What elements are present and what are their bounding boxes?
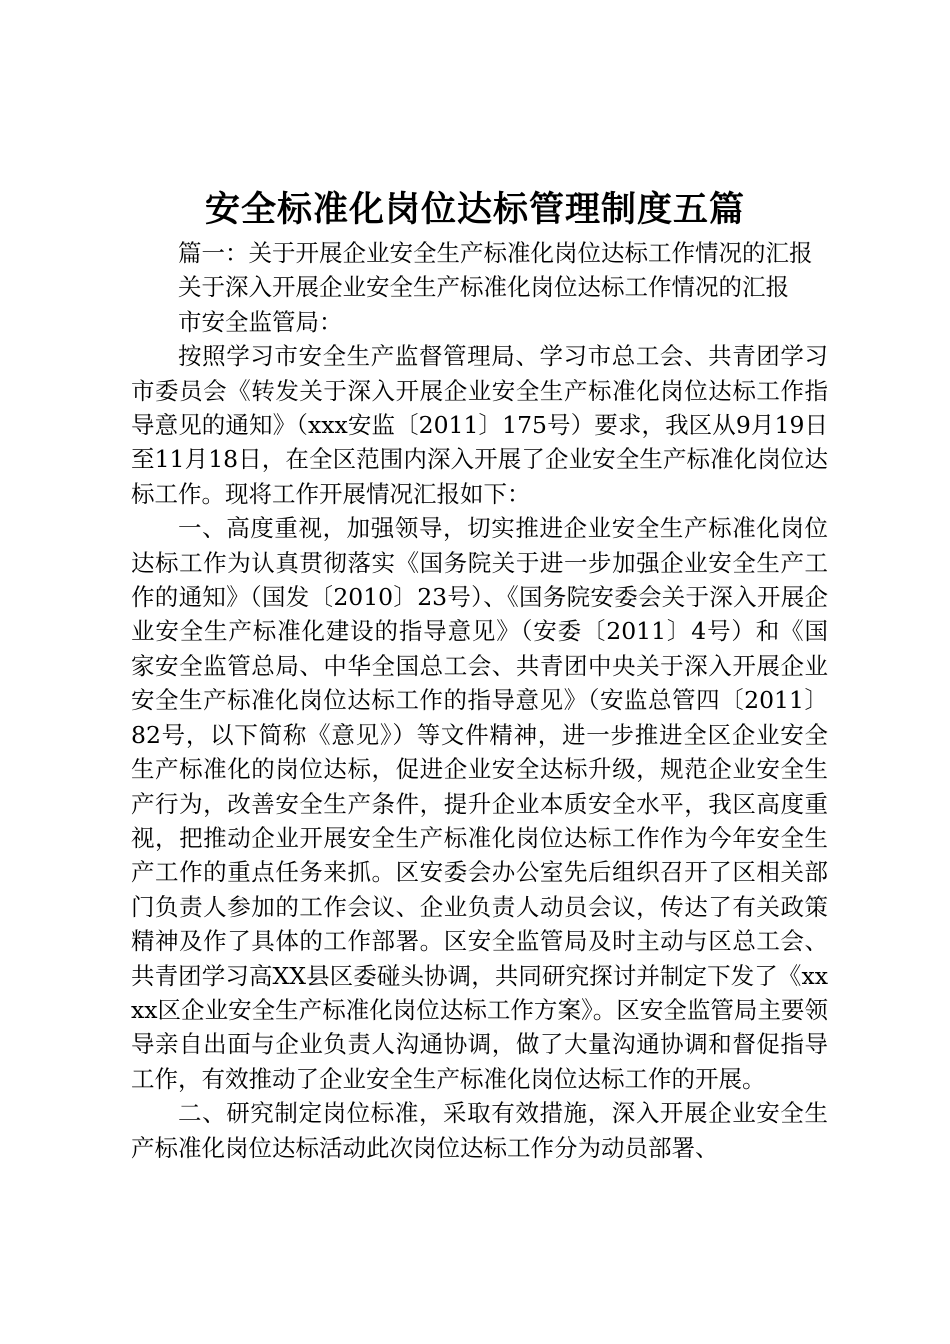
document-title: 安全标准化岗位达标管理制度五篇 — [204, 190, 745, 230]
paragraph-intro: 按照学习市安全生产监督管理局、学习市总工会、共青团学习市委员会《转发关于深入开展企业安全生产标准化岗位达标工作指导意见的通知》（xxx安监〔2011〕175号）要求，我区从9月19日至11月18日，在全区范围内深入开展了企业安全生产标准化岗位达标工作。现将工作开展情况汇报如下： — [131, 342, 828, 508]
paragraph-report-title: 关于深入开展企业安全生产标准化岗位达标工作情况的汇报 — [178, 273, 789, 302]
paragraph-salutation: 市安全监管局： — [178, 307, 343, 336]
document-body — [131, 236, 828, 1165]
paragraph-part-one: 一、高度重视，加强领导，切实推进企业安全生产标准化岗位达标工作为认真贯彻落实《国务院关于进一步加强企业安全生产工作的通知》（国发〔2010〕23号）、《国务院安委会关于深入开展企业安全生产标准化建设的指导意见》（安委〔2011〕4号）和《国家安全监管总局、中华全国总工会、共青团中央关于深入开展企业安全生产标准化岗位达标工作的指导意见》（安监总管四〔2011〕82号，以下简称《意见》）等文件精神，进一步推进全区企业安全生产标准化的岗位达标，促进企业安全达标升级，规范企业安全生产行为，改善安全生产条件，提升企业本质安全水平，我区高度重视，把推动企业开展安全生产标准化岗位达标工作作为今年安全生产工作的重点任务来抓。区安委会办公室先后组织召开了区相关部门负责人参加的工作会议、企业负责人动员会议，传达了有关政策精神及作了具体的工作部署。区安全监管局及时主动与区总工会、共青团学习高XX县区委碰头协调，共同研究探讨并制定下发了《xxxx区企业安全生产标准化岗位达标工作方案》。区安全监管局主要领导亲自出面与企业负责人沟通协调，做了大量沟通协调和督促指导工作，有效推动了企业安全生产标准化岗位达标工作的开展。 — [131, 514, 828, 1093]
paragraph-part-two: 二、研究制定岗位标准，采取有效措施，深入开展企业安全生产标准化岗位达标活动此次岗位达标工作分为动员部署、 — [131, 1099, 828, 1162]
paragraph-section-heading: 篇一：关于开展企业安全生产标准化岗位达标工作情况的汇报 — [178, 239, 813, 267]
